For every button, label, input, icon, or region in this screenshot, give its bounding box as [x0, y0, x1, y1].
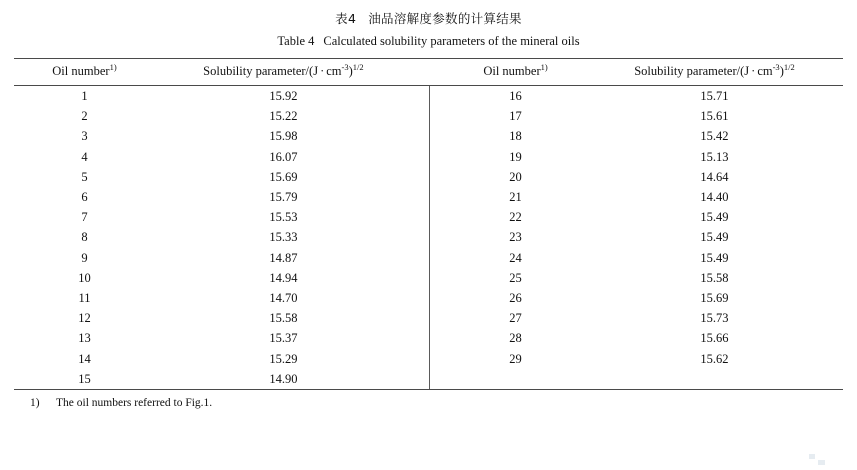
caption-english-title: Calculated solubility parameters of the mineral oils — [323, 34, 580, 48]
cell-solubility-left: 15.33 — [269, 230, 298, 245]
cell-oil-number-left: 11 — [78, 290, 91, 305]
cell-oil-number-right: 26 — [509, 290, 522, 305]
cell-oil-number-right: 24 — [509, 250, 522, 265]
cell-oil-number-right: 29 — [509, 351, 522, 366]
solubility-table — [14, 59, 843, 85]
cell-oil-number-right: 25 — [509, 270, 522, 285]
cell-oil-number-right: 16 — [509, 89, 522, 104]
cell-solubility-right: 14.64 — [700, 169, 729, 184]
header-solubility-left-sup2: 1/2 — [352, 61, 364, 72]
header-solubility-left-sup1: -3 — [341, 61, 349, 72]
cell-solubility-left: 15.53 — [269, 210, 298, 225]
cell-solubility-right: 15.49 — [700, 250, 729, 265]
table-header-row — [14, 59, 843, 85]
cell-oil-number-right — [445, 369, 586, 389]
cell-solubility-left: 15.29 — [269, 351, 298, 366]
header-oil-number-left-text: Oil number — [52, 64, 110, 78]
cell-solubility-right — [586, 369, 843, 389]
header-oil-number-right-sup: 1) — [540, 61, 548, 72]
header-solubility-right-sup1: -3 — [772, 61, 780, 72]
cell-solubility-right: 15.61 — [700, 109, 729, 124]
cell-solubility-left: 15.58 — [269, 311, 298, 326]
cell-solubility-right: 15.69 — [700, 290, 729, 305]
cell-oil-number-left: 1 — [81, 89, 88, 104]
cell-oil-number-left: 14 — [78, 351, 91, 366]
cell-solubility-right: 15.62 — [700, 351, 729, 366]
cell-solubility-left: 14.70 — [269, 290, 298, 305]
cell-oil-number-right: 22 — [509, 210, 522, 225]
cell-oil-number-right: 23 — [509, 230, 522, 245]
header-solubility-right-prefix: Solubility parameter/(J — [634, 64, 750, 78]
footnote-marker: 1) — [30, 396, 40, 409]
cell-oil-number-right: 21 — [509, 190, 522, 205]
header-oil-number-right-text: Oil number — [483, 64, 541, 78]
cell-oil-number-right: 28 — [509, 331, 522, 346]
cell-solubility-right: 15.66 — [700, 331, 729, 346]
cell-oil-number-left: 3 — [81, 129, 88, 144]
cell-oil-number-right: 17 — [509, 109, 522, 124]
caption-chinese-label: 表4 — [335, 11, 357, 26]
cell-solubility-left: 15.98 — [269, 129, 298, 144]
cell-solubility-left: 15.79 — [269, 190, 298, 205]
header-solubility-left: Solubility parameter/(J · $cm^{-3})^{1/2}$ — [203, 61, 364, 78]
cell-solubility-right: 15.49 — [700, 210, 729, 225]
cell-oil-number-left: 6 — [81, 190, 88, 205]
header-oil-number-left — [14, 59, 155, 85]
cell-oil-number-left: 2 — [81, 109, 88, 124]
cell-solubility-left: 16.07 — [269, 149, 298, 164]
header-solubility-left-mid: cm — [326, 64, 342, 78]
cell-oil-number-left: 8 — [81, 230, 88, 245]
table-page — [0, 9, 857, 470]
header-solubility-right-sep: · — [751, 64, 756, 78]
header-solubility-right-mid: cm — [757, 64, 773, 78]
header-solubility-right: Solubility parameter/(J · $cm^{-3})^{1/2}$ — [634, 61, 795, 78]
table-header — [14, 59, 843, 85]
table-vertical-divider — [429, 86, 430, 389]
cell-oil-number-right: 19 — [509, 149, 522, 164]
caption-english-label: Table 4 — [277, 34, 315, 48]
table-caption-english — [0, 34, 857, 49]
cell-oil-number-left: 5 — [81, 169, 88, 184]
cell-oil-number-right: 27 — [509, 311, 522, 326]
cell-solubility-right: 15.58 — [700, 270, 729, 285]
header-solubility-left-sep: · — [320, 64, 325, 78]
cell-solubility-left: 14.90 — [269, 371, 298, 386]
cell-oil-number-right: 18 — [509, 129, 522, 144]
cell-solubility-left: 15.69 — [269, 169, 298, 184]
cell-solubility-right: 15.73 — [700, 311, 729, 326]
cell-oil-number-left: 12 — [78, 311, 91, 326]
header-oil-number-left-sup: 1) — [109, 61, 117, 72]
cell-oil-number-left: 4 — [81, 149, 88, 164]
cell-oil-number-left: 7 — [81, 210, 88, 225]
cell-oil-number-left: 9 — [81, 250, 88, 265]
cell-oil-number-right: 20 — [509, 169, 522, 184]
cell-solubility-left: 14.94 — [269, 270, 298, 285]
cell-solubility-left: 15.37 — [269, 331, 298, 346]
cell-oil-number-left: 10 — [78, 270, 91, 285]
cell-solubility-left: 14.87 — [269, 250, 298, 265]
table-caption-chinese — [0, 9, 857, 27]
cell-solubility-right: 15.71 — [700, 89, 729, 104]
header-solubility-right-sup2: 1/2 — [783, 61, 795, 72]
cell-oil-number-left: 13 — [78, 331, 91, 346]
header-solubility-left-prefix: Solubility parameter/(J — [203, 64, 319, 78]
footnote-text: The oil numbers referred to Fig.1. — [56, 396, 213, 409]
header-spacer — [412, 59, 445, 85]
caption-chinese-title: 油品溶解度参数的计算结果 — [368, 11, 522, 26]
cell-solubility-right: 15.49 — [700, 230, 729, 245]
cell-solubility-left: 15.92 — [269, 89, 298, 104]
header-oil-number-right — [445, 59, 586, 85]
cell-solubility-left: 15.22 — [269, 109, 298, 124]
table-container — [14, 58, 843, 390]
cell-solubility-right: 15.13 — [700, 149, 729, 164]
cell-solubility-right: 14.40 — [700, 190, 729, 205]
cell-solubility-right: 15.42 — [700, 129, 729, 144]
watermark-logo — [809, 452, 849, 466]
table-footnote — [30, 397, 843, 409]
cell-oil-number-left: 15 — [78, 371, 91, 386]
